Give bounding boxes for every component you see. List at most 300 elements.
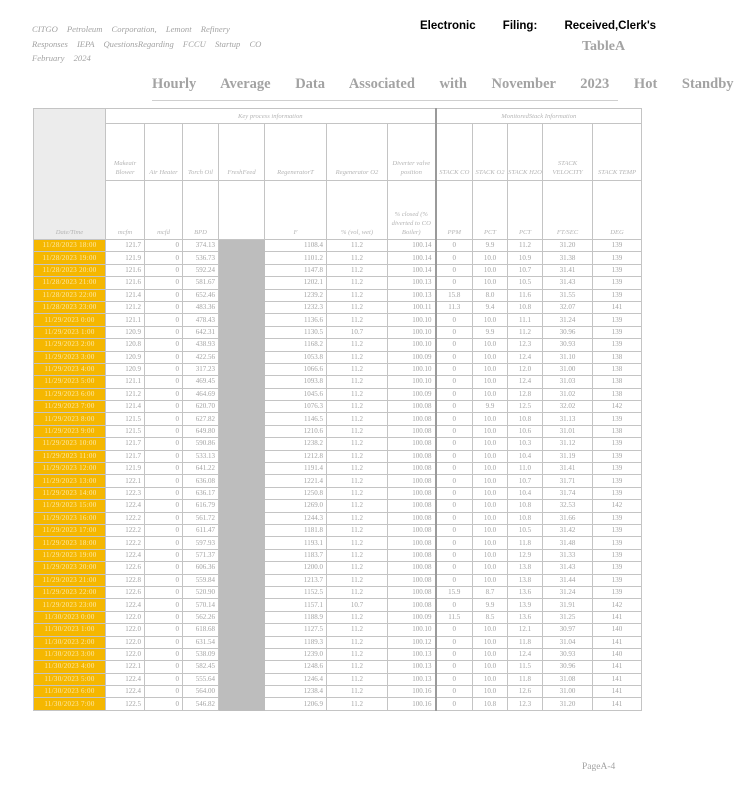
col-header: Regenerator O2 bbox=[327, 124, 388, 181]
header-subject: Responses IEPA QuestionsRegarding FCCU Startup CO bbox=[32, 38, 262, 49]
table-row bbox=[34, 438, 642, 450]
col-header: STACK O2 bbox=[473, 124, 508, 181]
table-cell: 31.33 bbox=[543, 549, 593, 561]
table-row bbox=[34, 326, 642, 338]
table-row bbox=[34, 475, 642, 487]
table-cell: 12.4 bbox=[508, 376, 543, 388]
table-cell: 1239.2 bbox=[265, 289, 327, 301]
table-cell: 0 bbox=[436, 339, 473, 351]
table-row bbox=[34, 487, 642, 499]
table-cell: 0 bbox=[436, 698, 473, 710]
table-cell: 1210.6 bbox=[265, 425, 327, 437]
table-cell: 0 bbox=[145, 277, 183, 289]
datetime-header: Date/Time bbox=[34, 109, 106, 240]
table-cell: 10.0 bbox=[473, 524, 508, 536]
table-cell: 571.37 bbox=[183, 549, 219, 561]
table-cell: 1191.4 bbox=[265, 463, 327, 475]
datetime-cell: 11/29/2023 14:00 bbox=[34, 487, 106, 499]
table-cell: 142 bbox=[593, 401, 642, 413]
datetime-cell: 11/29/2023 0:00 bbox=[34, 314, 106, 326]
table-cell: 0 bbox=[436, 425, 473, 437]
table-cell: 141 bbox=[593, 301, 642, 313]
table-cell: 100.08 bbox=[388, 574, 436, 586]
table-cell: 0 bbox=[145, 537, 183, 549]
table-cell: 12.3 bbox=[508, 339, 543, 351]
table-cell: 10.0 bbox=[473, 450, 508, 462]
table-cell bbox=[219, 301, 265, 313]
table-cell: 100.08 bbox=[388, 512, 436, 524]
table-cell bbox=[219, 673, 265, 685]
table-cell: 100.08 bbox=[388, 450, 436, 462]
table-cell: 1168.2 bbox=[265, 339, 327, 351]
table-cell: 10.4 bbox=[508, 450, 543, 462]
table-cell: 0 bbox=[436, 574, 473, 586]
table-cell: 122.8 bbox=[106, 574, 145, 586]
table-cell: 1188.9 bbox=[265, 611, 327, 623]
table-cell: 139 bbox=[593, 240, 642, 252]
table-cell: 100.08 bbox=[388, 537, 436, 549]
datetime-cell: 11/30/2023 6:00 bbox=[34, 686, 106, 698]
table-cell: 15.9 bbox=[436, 586, 473, 598]
table-row bbox=[34, 450, 642, 462]
table-cell bbox=[219, 611, 265, 623]
table-cell: 100.09 bbox=[388, 388, 436, 400]
table-cell: 10.9 bbox=[508, 252, 543, 264]
table-cell: 582.45 bbox=[183, 661, 219, 673]
table-cell: 120.9 bbox=[106, 326, 145, 338]
datetime-cell: 11/28/2023 23:00 bbox=[34, 301, 106, 313]
table-cell: 10.0 bbox=[473, 624, 508, 636]
table-cell bbox=[219, 686, 265, 698]
table-cell: 10.0 bbox=[473, 686, 508, 698]
table-cell bbox=[219, 512, 265, 524]
table-cell bbox=[219, 277, 265, 289]
datetime-cell: 11/29/2023 11:00 bbox=[34, 450, 106, 462]
table-cell: 11.2 bbox=[327, 487, 388, 499]
table-cell: 0 bbox=[436, 314, 473, 326]
table-cell: 122.0 bbox=[106, 611, 145, 623]
table-cell: 0 bbox=[145, 648, 183, 660]
table-cell: 10.0 bbox=[473, 376, 508, 388]
table-cell: 139 bbox=[593, 487, 642, 499]
table-cell: 31.00 bbox=[543, 686, 593, 698]
table-cell: 139 bbox=[593, 252, 642, 264]
table-cell: 11.2 bbox=[327, 388, 388, 400]
table-cell: 120.8 bbox=[106, 339, 145, 351]
table-cell: 139 bbox=[593, 562, 642, 574]
table-cell: 139 bbox=[593, 524, 642, 536]
table-cell: 11.2 bbox=[327, 438, 388, 450]
table-cell: 10.8 bbox=[508, 512, 543, 524]
table-cell: 121.5 bbox=[106, 413, 145, 425]
table-cell: 0 bbox=[436, 599, 473, 611]
table-cell: 8.7 bbox=[473, 586, 508, 598]
table-cell: 317.23 bbox=[183, 363, 219, 375]
table-cell: 636.08 bbox=[183, 475, 219, 487]
table-cell bbox=[219, 537, 265, 549]
table-cell: 100.13 bbox=[388, 661, 436, 673]
page-title: Hourly Average Data Associated with November 2023 Hot Standby bbox=[152, 76, 734, 92]
table-cell: 100.16 bbox=[388, 686, 436, 698]
table-cell: 0 bbox=[145, 661, 183, 673]
table-cell: 31.19 bbox=[543, 450, 593, 462]
datetime-cell: 11/30/2023 0:00 bbox=[34, 611, 106, 623]
table-cell: 11.2 bbox=[508, 240, 543, 252]
table-cell: 11.2 bbox=[327, 463, 388, 475]
table-cell: 139 bbox=[593, 475, 642, 487]
table-cell: 11.2 bbox=[327, 376, 388, 388]
table-cell: 11.0 bbox=[508, 463, 543, 475]
table-cell: 438.93 bbox=[183, 339, 219, 351]
datetime-cell: 11/30/2023 7:00 bbox=[34, 698, 106, 710]
table-cell bbox=[219, 438, 265, 450]
table-row bbox=[34, 351, 642, 363]
table-cell: 122.2 bbox=[106, 512, 145, 524]
table-cell: 140 bbox=[593, 648, 642, 660]
table-cell: 10.5 bbox=[508, 524, 543, 536]
table-cell: 122.4 bbox=[106, 686, 145, 698]
table-cell: 649.80 bbox=[183, 425, 219, 437]
table-cell: 141 bbox=[593, 661, 642, 673]
table-cell: 11.2 bbox=[327, 351, 388, 363]
table-cell: 0 bbox=[145, 388, 183, 400]
table-cell: 13.8 bbox=[508, 574, 543, 586]
table-cell: 10.8 bbox=[473, 698, 508, 710]
table-cell: 0 bbox=[436, 388, 473, 400]
table-cell: 15.8 bbox=[436, 289, 473, 301]
table-cell: 139 bbox=[593, 586, 642, 598]
table-cell: 520.90 bbox=[183, 586, 219, 598]
table-cell: 0 bbox=[436, 624, 473, 636]
table-cell: 122.3 bbox=[106, 487, 145, 499]
datetime-cell: 11/29/2023 12:00 bbox=[34, 463, 106, 475]
table-cell: 10.0 bbox=[473, 277, 508, 289]
table-cell: 0 bbox=[436, 240, 473, 252]
table-cell: 100.08 bbox=[388, 475, 436, 487]
table-cell: 631.54 bbox=[183, 636, 219, 648]
table-cell: 0 bbox=[145, 289, 183, 301]
table-cell: 11.8 bbox=[508, 636, 543, 648]
datetime-cell: 11/29/2023 5:00 bbox=[34, 376, 106, 388]
table-row bbox=[34, 648, 642, 660]
table-row bbox=[34, 289, 642, 301]
table-cell: 8.0 bbox=[473, 289, 508, 301]
table-cell: 140 bbox=[593, 624, 642, 636]
table-cell: 0 bbox=[436, 252, 473, 264]
table-cell: 1076.3 bbox=[265, 401, 327, 413]
table-cell: 100.13 bbox=[388, 289, 436, 301]
datetime-cell: 11/29/2023 18:00 bbox=[34, 537, 106, 549]
table-cell: 0 bbox=[436, 438, 473, 450]
unit-header: % closed (% diverted to CO Boiler) bbox=[388, 181, 436, 240]
table-cell: 122.6 bbox=[106, 586, 145, 598]
table-cell: 31.25 bbox=[543, 611, 593, 623]
table-cell: 1130.5 bbox=[265, 326, 327, 338]
table-cell: 0 bbox=[436, 487, 473, 499]
table-cell: 536.73 bbox=[183, 252, 219, 264]
table-cell bbox=[219, 351, 265, 363]
page-number: PageA-4 bbox=[582, 762, 616, 772]
header-date: February 2024 bbox=[32, 53, 91, 63]
col-header: RegeneratorT bbox=[265, 124, 327, 181]
table-cell: 100.14 bbox=[388, 240, 436, 252]
table-cell: 10.0 bbox=[473, 351, 508, 363]
table-cell bbox=[219, 624, 265, 636]
datetime-cell: 11/29/2023 13:00 bbox=[34, 475, 106, 487]
table-cell: 31.74 bbox=[543, 487, 593, 499]
unit-header: PPM bbox=[436, 181, 473, 240]
table-cell: 422.56 bbox=[183, 351, 219, 363]
table-cell bbox=[219, 376, 265, 388]
table-cell: 0 bbox=[145, 438, 183, 450]
table-cell: 10.0 bbox=[473, 574, 508, 586]
table-cell: 31.44 bbox=[543, 574, 593, 586]
table-cell: 120.9 bbox=[106, 351, 145, 363]
table-cell: 10.0 bbox=[473, 475, 508, 487]
title-divider bbox=[152, 100, 618, 101]
table-row bbox=[34, 673, 642, 685]
datetime-cell: 11/28/2023 22:00 bbox=[34, 289, 106, 301]
datetime-cell: 11/28/2023 20:00 bbox=[34, 264, 106, 276]
table-cell: 592.24 bbox=[183, 264, 219, 276]
table-cell: 11.2 bbox=[327, 401, 388, 413]
table-cell: 31.24 bbox=[543, 314, 593, 326]
table-cell: 11.2 bbox=[327, 277, 388, 289]
table-cell: 1193.1 bbox=[265, 537, 327, 549]
table-cell bbox=[219, 661, 265, 673]
monitored-stack-group-header: MonitoredStack Information bbox=[436, 109, 642, 124]
table-cell: 0 bbox=[145, 240, 183, 252]
table-cell bbox=[219, 450, 265, 462]
table-cell: 139 bbox=[593, 339, 642, 351]
table-label: TableA bbox=[582, 39, 626, 54]
unit-header: PCT bbox=[473, 181, 508, 240]
table-cell: 100.10 bbox=[388, 326, 436, 338]
table-cell: 0 bbox=[145, 376, 183, 388]
table-cell: 139 bbox=[593, 463, 642, 475]
table-cell bbox=[219, 475, 265, 487]
table-cell: 1244.3 bbox=[265, 512, 327, 524]
table-cell: 11.6 bbox=[508, 289, 543, 301]
table-row bbox=[34, 549, 642, 561]
table-cell: 1232.3 bbox=[265, 301, 327, 313]
table-cell: 10.0 bbox=[473, 636, 508, 648]
table-cell: 100.08 bbox=[388, 586, 436, 598]
table-cell: 1136.6 bbox=[265, 314, 327, 326]
table-cell bbox=[219, 363, 265, 375]
table-cell bbox=[219, 586, 265, 598]
table-cell: 10.8 bbox=[508, 301, 543, 313]
datetime-cell: 11/29/2023 6:00 bbox=[34, 388, 106, 400]
table-cell: 141 bbox=[593, 673, 642, 685]
table-cell: 11.2 bbox=[327, 240, 388, 252]
table-row bbox=[34, 698, 642, 710]
table-cell: 1147.8 bbox=[265, 264, 327, 276]
table-cell: 30.96 bbox=[543, 661, 593, 673]
table-cell: 0 bbox=[436, 648, 473, 660]
table-cell: 11.1 bbox=[508, 314, 543, 326]
header-company: CITGO Petroleum Corporation, Lemont Refinery bbox=[32, 24, 230, 34]
table-cell: 1269.0 bbox=[265, 500, 327, 512]
table-cell: 10.7 bbox=[508, 475, 543, 487]
table-cell: 11.5 bbox=[508, 661, 543, 673]
datetime-cell: 11/29/2023 19:00 bbox=[34, 549, 106, 561]
table-cell: 10.0 bbox=[473, 252, 508, 264]
table-cell: 561.72 bbox=[183, 512, 219, 524]
table-cell: 122.4 bbox=[106, 673, 145, 685]
table-cell: 139 bbox=[593, 326, 642, 338]
table-row bbox=[34, 524, 642, 536]
table-cell: 0 bbox=[145, 252, 183, 264]
table-cell bbox=[219, 388, 265, 400]
table-cell: 121.4 bbox=[106, 401, 145, 413]
unit-row bbox=[34, 181, 642, 240]
table-row bbox=[34, 252, 642, 264]
table-cell: 122.2 bbox=[106, 537, 145, 549]
table-cell: 0 bbox=[145, 425, 183, 437]
table-cell: 31.71 bbox=[543, 475, 593, 487]
col-header: Torch Oil bbox=[183, 124, 219, 181]
table-cell bbox=[219, 636, 265, 648]
table-cell: 30.96 bbox=[543, 326, 593, 338]
table-cell: 100.08 bbox=[388, 524, 436, 536]
table-cell: 139 bbox=[593, 438, 642, 450]
table-row bbox=[34, 624, 642, 636]
table-cell: 13.6 bbox=[508, 611, 543, 623]
table-cell: 100.13 bbox=[388, 277, 436, 289]
table-cell: 141 bbox=[593, 686, 642, 698]
table-cell: 139 bbox=[593, 549, 642, 561]
table-cell: 122.0 bbox=[106, 624, 145, 636]
table-cell: 1157.1 bbox=[265, 599, 327, 611]
col-header: FreshFeed bbox=[219, 124, 265, 181]
table-cell: 652.46 bbox=[183, 289, 219, 301]
table-cell: 0 bbox=[145, 475, 183, 487]
table-cell bbox=[219, 264, 265, 276]
table-cell bbox=[219, 425, 265, 437]
table-cell: 606.36 bbox=[183, 562, 219, 574]
table-cell: 138 bbox=[593, 363, 642, 375]
datetime-cell: 11/28/2023 18:00 bbox=[34, 240, 106, 252]
table-cell bbox=[219, 524, 265, 536]
table-cell: 31.12 bbox=[543, 438, 593, 450]
table-cell: 0 bbox=[436, 326, 473, 338]
table-cell: 0 bbox=[145, 562, 183, 574]
table-cell: 138 bbox=[593, 351, 642, 363]
table-cell bbox=[219, 289, 265, 301]
table-cell: 618.68 bbox=[183, 624, 219, 636]
datetime-cell: 11/29/2023 3:00 bbox=[34, 351, 106, 363]
table-row bbox=[34, 562, 642, 574]
table-cell: 31.43 bbox=[543, 277, 593, 289]
group-header-row bbox=[34, 109, 642, 124]
table-cell: 0 bbox=[436, 413, 473, 425]
col-header: STACK VELOCITY bbox=[543, 124, 593, 181]
table-cell: 464.69 bbox=[183, 388, 219, 400]
table-row bbox=[34, 599, 642, 611]
table-cell: 12.3 bbox=[508, 698, 543, 710]
table-row bbox=[34, 376, 642, 388]
table-cell: 10.8 bbox=[508, 413, 543, 425]
table-cell: 0 bbox=[436, 512, 473, 524]
table-cell: 12.8 bbox=[508, 388, 543, 400]
table-cell: 0 bbox=[145, 264, 183, 276]
table-cell: 100.13 bbox=[388, 673, 436, 685]
table-cell: 11.8 bbox=[508, 673, 543, 685]
table-cell: 10.0 bbox=[473, 339, 508, 351]
table-cell bbox=[219, 326, 265, 338]
table-cell: 1238.4 bbox=[265, 686, 327, 698]
table-cell: 0 bbox=[436, 401, 473, 413]
table-cell bbox=[219, 500, 265, 512]
table-cell: 0 bbox=[145, 524, 183, 536]
table-cell bbox=[219, 574, 265, 586]
datetime-cell: 11/29/2023 9:00 bbox=[34, 425, 106, 437]
table-cell: 121.5 bbox=[106, 425, 145, 437]
table-cell: 11.8 bbox=[508, 537, 543, 549]
table-cell: 10.0 bbox=[473, 413, 508, 425]
table-cell: 31.13 bbox=[543, 413, 593, 425]
table-cell: 1152.5 bbox=[265, 586, 327, 598]
table-cell: 12.1 bbox=[508, 624, 543, 636]
table-cell: 122.5 bbox=[106, 698, 145, 710]
datetime-cell: 11/29/2023 10:00 bbox=[34, 438, 106, 450]
table-cell: 31.24 bbox=[543, 586, 593, 598]
table-cell: 1206.9 bbox=[265, 698, 327, 710]
table-cell: 100.08 bbox=[388, 413, 436, 425]
table-cell: 100.08 bbox=[388, 549, 436, 561]
table-body bbox=[34, 240, 642, 711]
table-cell bbox=[219, 252, 265, 264]
table-cell: 10.0 bbox=[473, 537, 508, 549]
table-cell: 121.4 bbox=[106, 289, 145, 301]
table-cell: 139 bbox=[593, 574, 642, 586]
unit-header: F bbox=[265, 181, 327, 240]
table-cell: 0 bbox=[145, 363, 183, 375]
table-cell: 616.79 bbox=[183, 500, 219, 512]
table-cell: 10.6 bbox=[508, 425, 543, 437]
table-cell: 31.01 bbox=[543, 425, 593, 437]
table-cell: 641.22 bbox=[183, 463, 219, 475]
table-cell: 0 bbox=[436, 500, 473, 512]
table-cell: 122.0 bbox=[106, 648, 145, 660]
table-row bbox=[34, 240, 642, 252]
table-cell: 10.7 bbox=[327, 326, 388, 338]
table-cell: 1053.8 bbox=[265, 351, 327, 363]
table-cell: 8.5 bbox=[473, 611, 508, 623]
table-cell: 0 bbox=[436, 450, 473, 462]
table-cell: 374.13 bbox=[183, 240, 219, 252]
table-cell: 12.9 bbox=[508, 549, 543, 561]
table-cell: 636.17 bbox=[183, 487, 219, 499]
table-cell: 138 bbox=[593, 425, 642, 437]
table-cell: 11.5 bbox=[436, 611, 473, 623]
table-cell: 31.00 bbox=[543, 363, 593, 375]
table-cell: 0 bbox=[145, 586, 183, 598]
table-cell: 100.08 bbox=[388, 599, 436, 611]
table-cell: 139 bbox=[593, 450, 642, 462]
table-cell: 122.2 bbox=[106, 524, 145, 536]
unit-header bbox=[219, 181, 265, 240]
table-cell: 30.93 bbox=[543, 648, 593, 660]
table-cell: 562.26 bbox=[183, 611, 219, 623]
table-cell: 11.2 bbox=[327, 500, 388, 512]
table-cell: 100.08 bbox=[388, 562, 436, 574]
table-cell: 0 bbox=[145, 401, 183, 413]
table-cell: 31.38 bbox=[543, 252, 593, 264]
table-cell: 1101.2 bbox=[265, 252, 327, 264]
table-cell: 564.00 bbox=[183, 686, 219, 698]
